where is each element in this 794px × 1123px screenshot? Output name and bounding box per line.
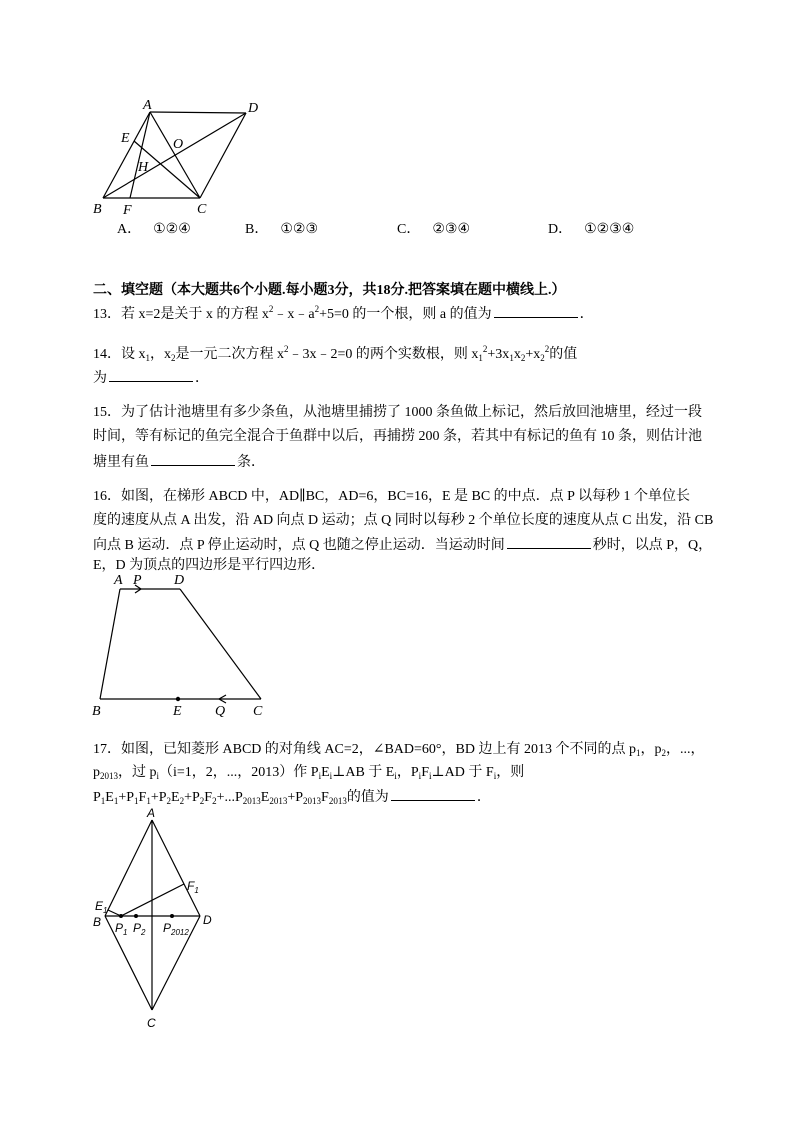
subscript: i — [318, 771, 322, 781]
edge-BA — [100, 589, 120, 699]
text-run: x — [513, 347, 521, 362]
text-run: ． — [476, 790, 491, 805]
subscript: 2 — [171, 353, 176, 363]
label-E1-sub: 1 — [103, 906, 108, 915]
text-run: ，P — [396, 765, 419, 780]
option-c-letter: C． — [397, 222, 421, 237]
text-run: 度的速度从点 A 出发，沿 AD 向点 D 运动；点 Q 同时以每秒 2 个单位长度的速度从点 C 出发，沿 CB — [93, 513, 714, 528]
subscript: 2 — [179, 796, 185, 806]
text-run: ，则 — [496, 765, 525, 780]
text-run: 秒时，以点 P，Q， — [592, 538, 713, 553]
label-B: B — [93, 915, 102, 929]
question-14-line-2 — [93, 368, 209, 388]
label-D: D — [203, 913, 212, 927]
text-run: E — [171, 790, 180, 805]
text-run: +x — [525, 347, 541, 362]
question-16-line-2 — [93, 512, 713, 530]
option-a-text: ①②④ — [153, 222, 191, 237]
option-c — [397, 221, 470, 239]
text-run: ⊥AD 于 F — [431, 765, 494, 780]
answer-blank — [391, 787, 475, 801]
question-15-line-3 — [93, 452, 265, 472]
edge-BA — [103, 112, 150, 198]
option-a-letter: A． — [117, 222, 142, 237]
label-P1 — [115, 921, 127, 937]
label-A: A — [143, 98, 152, 113]
text-run: F — [204, 790, 213, 805]
option-b-letter: B． — [245, 222, 269, 237]
label-D: D — [248, 101, 259, 116]
text-run: +P — [287, 790, 304, 805]
text-run: 14．设 x — [93, 347, 146, 362]
subscript: 2013 — [100, 771, 118, 781]
question-17-line-2 — [93, 764, 524, 782]
label-Q: Q — [215, 704, 226, 719]
label-B: B — [93, 202, 102, 217]
label-P1-sub: 1 — [123, 928, 128, 937]
subscript: i — [329, 771, 333, 781]
subscript: 1 — [134, 796, 139, 806]
subscript: 1 — [635, 748, 641, 758]
text-run: 16．如图，在梯形 ABCD 中，AD∥BC，AD=6，BC=16，E 是 BC 的中点．点 P 以每秒 1 个单位长 — [93, 489, 690, 504]
subscript: i — [394, 771, 397, 781]
subscript: 2 — [540, 353, 545, 363]
label-P2012 — [163, 921, 189, 937]
question-16-line-3 — [93, 535, 712, 555]
question-14-line-1 — [93, 346, 577, 364]
text-run: 的值 — [549, 347, 578, 362]
subscript: i — [418, 771, 422, 781]
text-run: ． — [195, 371, 209, 386]
question-15-line-1 — [93, 404, 702, 422]
label-E: E — [173, 704, 182, 719]
superscript: 2 — [314, 304, 320, 314]
label-A: A — [147, 806, 156, 820]
text-run: +P — [184, 790, 200, 805]
subscript: i — [493, 771, 497, 781]
superscript: 2 — [284, 344, 289, 354]
text-run: 塘里有鱼 — [93, 455, 149, 470]
text-run: 15．为了估计池塘里有多少条鱼，从池塘里捕捞了 1000 条鱼做上标记，然后放回池塘里，经过一段 — [93, 405, 702, 420]
point-P1 — [119, 914, 123, 918]
edge-AD — [152, 820, 200, 916]
question-16-line-1 — [93, 488, 690, 506]
label-F1-sub: 1 — [194, 886, 199, 895]
label-F1 — [187, 879, 199, 895]
label-E: E — [121, 131, 130, 146]
label-P2012-sub: 2012 — [171, 928, 189, 937]
text-run: ，x — [150, 347, 171, 362]
option-b — [245, 221, 318, 239]
subscript: 2 — [661, 748, 666, 758]
text-run: ，p — [640, 742, 662, 757]
label-P2012-base: P — [163, 921, 172, 935]
text-run: P — [93, 790, 101, 805]
section-heading: 二、填空题（本大题共6个小题.每小题3分，共18分.把答案填在题中横线上.） — [93, 283, 566, 298]
superscript: 2 — [482, 344, 488, 354]
option-c-text: ②③④ — [432, 222, 470, 237]
option-a — [117, 221, 191, 239]
text-run: +P — [118, 790, 135, 805]
subscript: 1 — [113, 796, 119, 806]
label-P1-base: P — [115, 921, 124, 935]
subscript: 2 — [166, 796, 172, 806]
text-run: （i=1，2，...，2013）作 P — [159, 765, 319, 780]
superscript: 2 — [544, 344, 550, 354]
subscript: 2013 — [328, 796, 347, 806]
edge-DC — [200, 113, 246, 198]
question-15-line-2 — [93, 428, 702, 446]
label-P: P — [133, 573, 142, 588]
edge-AB — [105, 820, 152, 916]
label-B: B — [92, 704, 101, 719]
text-run: ﹣x﹣a — [273, 307, 315, 322]
label-D: D — [174, 573, 185, 588]
point-E — [176, 697, 180, 701]
text-run: E — [105, 790, 114, 805]
option-d — [548, 221, 634, 239]
label-H: H — [138, 160, 149, 175]
text-run: ，...， — [665, 742, 705, 757]
text-run: 17．如图，已知菱形 ABCD 的对角线 AC=2，∠BAD=60°，BD 边上有 2013 个不同的点 p — [93, 742, 636, 757]
label-P2-sub: 2 — [141, 928, 146, 937]
question-17-line-1 — [93, 741, 704, 759]
subscript: 1 — [146, 796, 151, 806]
subscript: 1 — [478, 353, 483, 363]
option-b-text: ①②③ — [280, 222, 318, 237]
text-run: ⊥AB 于 E — [332, 765, 395, 780]
text-run: ，过 p — [118, 765, 157, 780]
figure-trapezoid — [85, 568, 275, 720]
answer-blank — [494, 304, 578, 318]
text-run: F — [138, 790, 147, 805]
superscript: 2 — [268, 304, 274, 314]
label-A: A — [114, 573, 123, 588]
label-C: C — [253, 704, 263, 719]
text-run: ﹣3x﹣2=0 的两个实数根，则 x — [288, 347, 479, 362]
subscript: 1 — [145, 353, 150, 363]
label-O: O — [173, 137, 184, 152]
text-run: 向点 B 运动．点 P 停止运动时，点 Q 也随之停止运动．当运动时间 — [93, 538, 505, 553]
label-P2-base: P — [133, 921, 142, 935]
text-run: +...P — [216, 790, 243, 805]
text-run: ． — [579, 307, 594, 322]
point-P2012 — [170, 914, 174, 918]
text-run: E — [321, 765, 330, 780]
label-E1-base: E — [95, 899, 104, 913]
label-F: F — [123, 203, 132, 218]
label-E1 — [95, 899, 107, 915]
edge-AD — [150, 112, 246, 113]
option-d-text: ①②③④ — [584, 222, 635, 237]
subscript: 2013 — [242, 796, 261, 806]
subscript: 1 — [100, 796, 106, 806]
edge-DC — [180, 589, 261, 699]
text-run: F — [421, 765, 429, 780]
text-run: 条． — [237, 455, 265, 470]
text-run: 为 — [93, 371, 107, 386]
label-P2 — [133, 921, 146, 937]
subscript: 2 — [520, 353, 526, 363]
subscript: i — [428, 771, 432, 781]
text-run: +3x — [487, 347, 510, 362]
answer-blank — [151, 452, 235, 466]
subscript: i — [156, 771, 160, 781]
label-C: C — [147, 1016, 156, 1030]
subscript: 1 — [509, 353, 514, 363]
text-run: +P — [150, 790, 167, 805]
subscript: 2013 — [269, 796, 288, 806]
subscript: 2013 — [303, 796, 322, 806]
text-run: 是一元二次方程 x — [175, 347, 284, 362]
answer-blank — [507, 535, 591, 549]
text-run: E — [260, 790, 270, 805]
subscript: 2 — [212, 796, 217, 806]
answer-blank — [109, 368, 193, 382]
text-run: 13．若 x=2是关于 x 的方程 x — [93, 307, 269, 322]
text-run: p — [93, 765, 100, 780]
figure-rhombus — [85, 802, 220, 1034]
figure-parallelogram — [85, 92, 270, 220]
diagonal-BD — [103, 113, 246, 198]
text-run: E，D 为顶点的四边形是平行四边形． — [93, 558, 326, 573]
label-F1-base: F — [187, 879, 195, 893]
text-run: F — [321, 790, 329, 805]
subscript: 2 — [199, 796, 205, 806]
point-P2 — [134, 914, 138, 918]
segment-AF — [130, 112, 150, 198]
question-13-line-1 — [93, 304, 594, 324]
label-C: C — [197, 202, 207, 217]
segment-P1E1 — [108, 910, 121, 916]
text-run: 时间，等有标记的鱼完全混合于鱼群中以后，再捕捞 200 条，若其中有标记的鱼有 10 条，则估计池 — [93, 429, 702, 444]
text-run: +5=0 的一个根，则 a 的值为 — [319, 307, 492, 322]
option-d-letter: D． — [548, 222, 573, 237]
text-run: 的值为 — [346, 790, 389, 805]
